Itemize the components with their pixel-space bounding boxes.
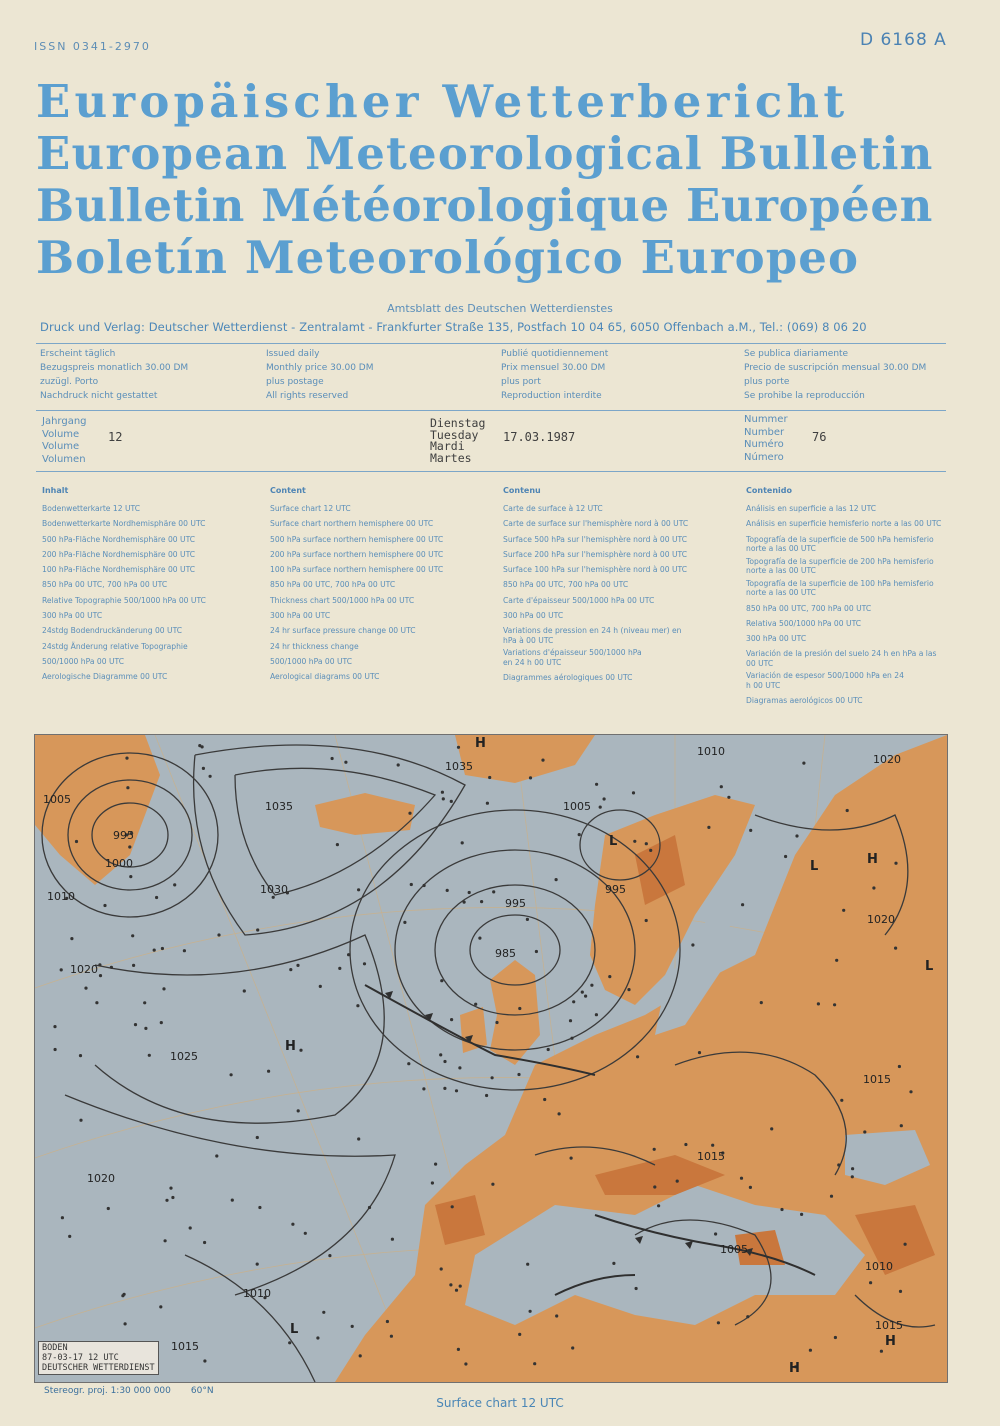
low-pressure-label: L xyxy=(810,859,819,874)
station-dot xyxy=(299,1049,302,1052)
station-dot xyxy=(95,1001,98,1004)
day-labels: Dienstag Tuesday Mardi Martes xyxy=(430,416,486,465)
station-dot xyxy=(653,1185,656,1188)
station-dot xyxy=(595,1013,598,1016)
station-dot xyxy=(717,1321,720,1324)
station-dot xyxy=(900,1124,903,1127)
latitude-note: 60°N xyxy=(190,1386,214,1396)
station-dot xyxy=(155,896,158,899)
station-dot xyxy=(458,1066,461,1069)
station-dot xyxy=(474,1003,477,1006)
station-dot xyxy=(711,1144,714,1147)
station-dot xyxy=(391,1238,394,1241)
isobar-label: 1005 xyxy=(720,1243,748,1256)
issue-number: 76 xyxy=(812,430,827,444)
station-dot xyxy=(403,921,406,924)
station-dot xyxy=(570,1037,573,1040)
surface-weather-map xyxy=(34,734,948,1383)
station-dot xyxy=(431,1181,434,1184)
isobar-label: 1015 xyxy=(171,1340,199,1353)
station-dot xyxy=(558,1112,561,1115)
isobar-label: 1020 xyxy=(70,963,98,976)
station-dot xyxy=(468,891,471,894)
station-dot xyxy=(894,947,897,950)
station-dot xyxy=(632,791,635,794)
station-dot xyxy=(842,909,845,912)
station-dot xyxy=(128,845,131,848)
station-dot xyxy=(231,1199,234,1202)
station-dot xyxy=(53,1025,56,1028)
station-dot xyxy=(422,1087,425,1090)
station-dot xyxy=(410,883,413,886)
station-dot xyxy=(125,757,128,760)
station-dot xyxy=(608,975,611,978)
station-dot xyxy=(319,985,322,988)
station-dot xyxy=(124,1322,127,1325)
station-dot xyxy=(201,745,204,748)
isobar-label: 1020 xyxy=(867,913,895,926)
station-dot xyxy=(439,1053,442,1056)
station-dot xyxy=(760,1001,763,1004)
station-dot xyxy=(357,888,360,891)
station-dot xyxy=(291,1223,294,1226)
station-dot xyxy=(357,1137,360,1140)
station-dot xyxy=(863,1130,866,1133)
station-dot xyxy=(289,968,292,971)
station-dot xyxy=(517,1073,520,1076)
station-dot xyxy=(165,1199,168,1202)
station-dot xyxy=(215,1154,218,1157)
station-dot xyxy=(635,1287,638,1290)
station-dot xyxy=(898,1065,901,1068)
map-caption: Surface chart 12 UTC xyxy=(436,1396,564,1410)
station-dot xyxy=(368,1206,371,1209)
station-dot xyxy=(840,1099,843,1102)
station-dot xyxy=(75,840,78,843)
station-dot xyxy=(159,1305,162,1308)
station-dot xyxy=(707,826,710,829)
station-dot xyxy=(461,841,464,844)
station-dot xyxy=(518,1333,521,1336)
station-dot xyxy=(446,889,449,892)
station-dot xyxy=(272,896,275,899)
title-french: Bulletin Météorologique Européen xyxy=(36,179,933,232)
station-dot xyxy=(131,934,134,937)
station-dot xyxy=(79,1054,82,1057)
station-dot xyxy=(457,1348,460,1351)
station-dot xyxy=(543,1098,546,1101)
isobar-label: 1015 xyxy=(875,1319,903,1332)
station-dot xyxy=(572,1000,575,1003)
station-dot xyxy=(684,1143,687,1146)
title-english: European Meteorological Bulletin xyxy=(36,127,934,180)
station-dot xyxy=(161,947,164,950)
station-dot xyxy=(443,1060,446,1063)
volume-labels: Jahrgang Volume Volume Volumen xyxy=(42,416,87,465)
document-number: D 6168 A xyxy=(860,30,947,50)
pub-info-french: Publié quotidiennement Prix mensuel 30.00 DM plus port Reproduction interdite xyxy=(501,349,609,401)
station-dot xyxy=(267,1070,270,1073)
station-dot xyxy=(571,1346,574,1349)
issue-date: 17.03.1987 xyxy=(503,430,576,444)
isobar-label: 1030 xyxy=(260,883,288,896)
station-dot xyxy=(795,834,798,837)
station-dot xyxy=(595,783,598,786)
issn-number: ISSN 0341-2970 xyxy=(34,40,151,53)
station-dot xyxy=(407,1062,410,1065)
low-pressure-label: L xyxy=(609,834,618,849)
station-dot xyxy=(676,1180,679,1183)
station-dot xyxy=(217,933,220,936)
station-dot xyxy=(359,1354,362,1357)
station-dot xyxy=(171,1196,174,1199)
station-dot xyxy=(740,1177,743,1180)
high-pressure-label: H xyxy=(885,1334,896,1349)
station-dot xyxy=(258,1206,261,1209)
station-dot xyxy=(486,802,489,805)
station-dot xyxy=(54,1048,57,1051)
station-dot xyxy=(633,840,636,843)
station-dot xyxy=(256,1263,259,1266)
projection-scale: Stereogr. proj. 1:30 000 000 xyxy=(44,1386,171,1396)
station-dot xyxy=(442,797,445,800)
station-dot xyxy=(434,1163,437,1166)
divider xyxy=(36,343,946,344)
isobar-label: 1010 xyxy=(697,745,725,758)
isobar-label: 1010 xyxy=(47,890,75,903)
isobar-label: 995 xyxy=(505,897,526,910)
station-dot xyxy=(570,1157,573,1160)
station-dot xyxy=(256,1136,259,1139)
station-dot xyxy=(297,1109,300,1112)
title-spanish: Boletín Meteorológico Europeo xyxy=(36,231,860,284)
station-dot xyxy=(833,1003,836,1006)
station-dot xyxy=(390,1335,393,1338)
station-dot xyxy=(835,959,838,962)
station-dot xyxy=(780,1208,783,1211)
station-dot xyxy=(457,746,460,749)
station-dot xyxy=(526,918,529,921)
station-dot xyxy=(440,979,443,982)
isobar-label: 1015 xyxy=(697,1150,725,1163)
station-dot xyxy=(455,1089,458,1092)
station-dot xyxy=(441,791,444,794)
station-dot xyxy=(653,1148,656,1151)
high-pressure-label: H xyxy=(475,736,486,751)
station-dot xyxy=(578,833,581,836)
contents-spanish: Contenido Análisis en superficie a las 12 UTC Análisis en superficie hemisferio norte a las 00 UTC Topografía de la superficie de 500 hPa hemisferio norte a las 00 UTC Topografía de la superficie de 200 hPa hemisferio norte a las 00 UTC Topografía de la superficie de 100 hPa hemisferio norte a las 00 UTC 850 hPa 00 UTC, 700 hPa 00 UTC Relativa 500/1000 hPa 00 UTC 300 hPa 00 UTC Variación de la presión del suelo 24 h en hPa a las 00 UTC Variación de espesor 500/1000 hPa en 24 h 00 UTC Diagramas aerológicos 00 UTC xyxy=(746,486,942,706)
station-dot xyxy=(547,1048,550,1051)
station-dot xyxy=(612,1262,615,1265)
number-labels: Nummer Number Numéro Número xyxy=(744,414,788,463)
station-dot xyxy=(627,988,630,991)
station-dot xyxy=(160,1021,163,1024)
station-dot xyxy=(162,987,165,990)
station-dot xyxy=(569,1019,572,1022)
station-dot xyxy=(529,1310,532,1313)
isobar-label: 1010 xyxy=(865,1260,893,1273)
station-dot xyxy=(480,900,483,903)
station-dot xyxy=(351,1325,354,1328)
station-dot xyxy=(344,761,347,764)
station-dot xyxy=(169,1187,172,1190)
isobar-label: 1020 xyxy=(873,753,901,766)
station-dot xyxy=(148,1054,151,1057)
station-dot xyxy=(183,949,186,952)
station-dot xyxy=(645,919,648,922)
station-dot xyxy=(649,849,652,852)
station-dot xyxy=(153,949,156,952)
station-dot xyxy=(129,875,132,878)
station-dot xyxy=(770,1127,773,1130)
station-dot xyxy=(834,1336,837,1339)
station-dot xyxy=(61,1216,64,1219)
station-dot xyxy=(386,1320,389,1323)
station-dot xyxy=(121,1294,124,1297)
station-dot xyxy=(408,812,411,815)
station-dot xyxy=(338,967,341,970)
isobar-label: 1005 xyxy=(563,800,591,813)
station-dot xyxy=(657,1204,660,1207)
isobar-label: 1035 xyxy=(265,800,293,813)
isobar-label: 995 xyxy=(605,883,626,896)
isobar-label: 1000 xyxy=(105,857,133,870)
divider xyxy=(36,471,946,472)
station-dot xyxy=(110,966,113,969)
station-dot xyxy=(79,1119,82,1122)
pub-info-english: Issued daily Monthly price 30.00 DM plus postage All rights reserved xyxy=(266,349,374,401)
station-dot xyxy=(336,843,339,846)
station-dot xyxy=(830,1195,833,1198)
station-dot xyxy=(356,1004,359,1007)
publisher-line: Druck und Verlag: Deutscher Wetterdienst - Zentralamt - Frankfurter Straße 135, Postfach 10 04 65, 6050 Offenbach a.M., Tel.: (069) 8 06 20 xyxy=(40,320,867,334)
station-dot xyxy=(535,950,538,953)
map-stamp: BODEN 87-03-17 12 UTC DEUTSCHER WETTERDIENST xyxy=(38,1341,159,1375)
pub-info-spanish: Se publica diariamente Precio de suscripción mensual 30.00 DM plus porte Se prohibe la reproducción xyxy=(744,349,927,401)
station-dot xyxy=(397,763,400,766)
station-dot xyxy=(230,1073,233,1076)
station-dot xyxy=(904,1243,907,1246)
station-dot xyxy=(529,776,532,779)
station-dot xyxy=(714,1232,717,1235)
station-dot xyxy=(99,974,102,977)
high-pressure-label: H xyxy=(789,1361,800,1376)
station-dot xyxy=(164,1239,167,1242)
official-gazette-line: Amtsblatt des Deutschen Wetterdienstes xyxy=(387,302,613,315)
station-dot xyxy=(533,1362,536,1365)
station-dot xyxy=(491,1183,494,1186)
station-dot xyxy=(331,757,334,760)
station-dot xyxy=(555,1314,558,1317)
station-dot xyxy=(636,1055,639,1058)
station-dot xyxy=(107,1207,110,1210)
station-dot xyxy=(189,1226,192,1229)
high-pressure-label: H xyxy=(867,852,878,867)
station-dot xyxy=(518,1007,521,1010)
station-dot xyxy=(443,1087,446,1090)
station-dot xyxy=(872,886,875,889)
station-dot xyxy=(495,1021,498,1024)
station-dot xyxy=(423,884,426,887)
isobar-label: 1020 xyxy=(87,1172,115,1185)
station-dot xyxy=(296,964,299,967)
isobar-label: 1005 xyxy=(43,793,71,806)
station-dot xyxy=(143,1001,146,1004)
station-dot xyxy=(450,800,453,803)
station-dot xyxy=(243,989,246,992)
station-dot xyxy=(451,1205,454,1208)
station-dot xyxy=(70,937,73,940)
station-dot xyxy=(880,1350,883,1353)
station-dot xyxy=(68,1235,71,1238)
station-dot xyxy=(347,953,350,956)
station-dot xyxy=(698,1051,701,1054)
station-dot xyxy=(899,1290,902,1293)
station-dot xyxy=(288,1341,291,1344)
station-dot xyxy=(440,1267,443,1270)
station-dot xyxy=(84,987,87,990)
high-pressure-label: H xyxy=(285,1039,296,1054)
station-dot xyxy=(103,904,106,907)
station-dot xyxy=(203,1241,206,1244)
contents-french: Contenu Carte de surface à 12 UTC Carte de surface sur l'hemisphère nord à 00 UTC Surface 500 hPa sur l'hemisphère nord à 00 UTC Surface 200 hPa sur l'hemisphère nord à 00 UTC Surface 100 hPa sur l'hemisphère nord à 00 UTC 850 hPa 00 UTC, 700 hPa 00 UTC Carte d'épaisseur 500/1000 hPa 00 UTC 300 hPa 00 UTC Variations de pression en 24 h (niveau mer) en hPa à 00 UTC Variations d'épaisseur 500/1000 hPa en 24 h 00 UTC Diagrammes aérologiques 00 UTC xyxy=(503,486,689,683)
low-pressure-label: L xyxy=(925,959,934,974)
station-dot xyxy=(741,903,744,906)
station-dot xyxy=(784,855,787,858)
station-dot xyxy=(817,1002,820,1005)
station-dot xyxy=(488,776,491,779)
volume-value: 12 xyxy=(108,430,123,444)
station-dot xyxy=(590,984,593,987)
station-dot xyxy=(749,1186,752,1189)
station-dot xyxy=(256,928,259,931)
contents-german: Inhalt Bodenwetterkarte 12 UTC Bodenwetterkarte Nordhemisphäre 00 UTC 500 hPa-Fläche Nordhemisphäre 00 UTC 200 hPa-Fläche Nordhemisphäre 00 UTC 100 hPa-Fläche Nordhemisphäre 00 UTC 850 hPa 00 UTC, 700 hPa 00 UTC Relative Topographie 500/1000 hPa 00 UTC 300 hPa 00 UTC 24stdg Bodendruckänderung 00 UTC 24stdg Änderung relative Topographie 500/1000 hPa 00 UTC Aerologische Diagramme 00 UTC xyxy=(42,486,206,682)
station-dot xyxy=(800,1213,803,1216)
station-dot xyxy=(691,943,694,946)
station-dot xyxy=(581,991,584,994)
isobar-label: 1010 xyxy=(243,1287,271,1300)
station-dot xyxy=(851,1175,854,1178)
station-dot xyxy=(492,890,495,893)
title-german: Europäischer Wetterbericht xyxy=(36,75,849,128)
station-dot xyxy=(645,842,648,845)
station-dot xyxy=(202,767,205,770)
station-dot xyxy=(455,1289,458,1292)
station-dot xyxy=(485,1094,488,1097)
station-dot xyxy=(599,806,602,809)
station-dot xyxy=(909,1090,912,1093)
station-dot xyxy=(727,796,730,799)
station-dot xyxy=(322,1311,325,1314)
station-dot xyxy=(98,963,101,966)
station-dot xyxy=(603,797,606,800)
divider xyxy=(36,410,946,411)
contents-english: Content Surface chart 12 UTC Surface chart northern hemisphere 00 UTC 500 hPa surface northern hemisphere 00 UTC 200 hPa surface northern hemisphere 00 UTC 100 hPa surface northern hemisphere 00 UTC 850 hPa 00 UTC, 700 hPa 00 UTC Thickness chart 500/1000 hPa 00 UTC 300 hPa 00 UTC 24 hr surface pressure change 00 UTC 24 hr thickness change 500/1000 hPa 00 UTC Aerological diagrams 00 UTC xyxy=(270,486,444,682)
station-dot xyxy=(894,862,897,865)
station-dot xyxy=(203,1359,206,1362)
station-dot xyxy=(132,964,135,967)
station-dot xyxy=(459,1285,462,1288)
station-dot xyxy=(541,759,544,762)
station-dot xyxy=(802,762,805,765)
station-dot xyxy=(851,1167,854,1170)
station-dot xyxy=(720,785,723,788)
station-dot xyxy=(809,1349,812,1352)
station-dot xyxy=(173,883,176,886)
station-dot xyxy=(749,829,752,832)
station-dot xyxy=(464,1362,467,1365)
station-dot xyxy=(134,1023,137,1026)
station-dot xyxy=(846,809,849,812)
station-dot xyxy=(144,1027,147,1030)
isobar-label: 985 xyxy=(495,947,516,960)
station-dot xyxy=(363,962,366,965)
isobar-label: 995 xyxy=(113,829,134,842)
station-dot xyxy=(478,937,481,940)
low-pressure-label: L xyxy=(290,1322,299,1337)
projection-note xyxy=(44,1386,214,1396)
isobar-label: 1025 xyxy=(170,1050,198,1063)
station-dot xyxy=(328,1254,331,1257)
isobar-label: 1015 xyxy=(863,1073,891,1086)
station-dot xyxy=(584,995,587,998)
station-dot xyxy=(209,775,212,778)
station-dot xyxy=(526,1263,529,1266)
station-dot xyxy=(746,1315,749,1318)
station-dot xyxy=(555,878,558,881)
station-dot xyxy=(304,1232,307,1235)
station-dot xyxy=(491,1076,494,1079)
station-dot xyxy=(316,1336,319,1339)
station-dot xyxy=(449,1283,452,1286)
station-dot xyxy=(60,968,63,971)
station-dot xyxy=(869,1281,872,1284)
pub-info-german: Erscheint täglich Bezugspreis monatlich 30.00 DM zuzügl. Porto Nachdruck nicht gestattet xyxy=(40,349,189,401)
station-dot xyxy=(126,786,129,789)
station-dot xyxy=(837,1163,840,1166)
station-dot xyxy=(450,1018,453,1021)
isobar-label: 1035 xyxy=(445,760,473,773)
station-dot xyxy=(463,901,466,904)
